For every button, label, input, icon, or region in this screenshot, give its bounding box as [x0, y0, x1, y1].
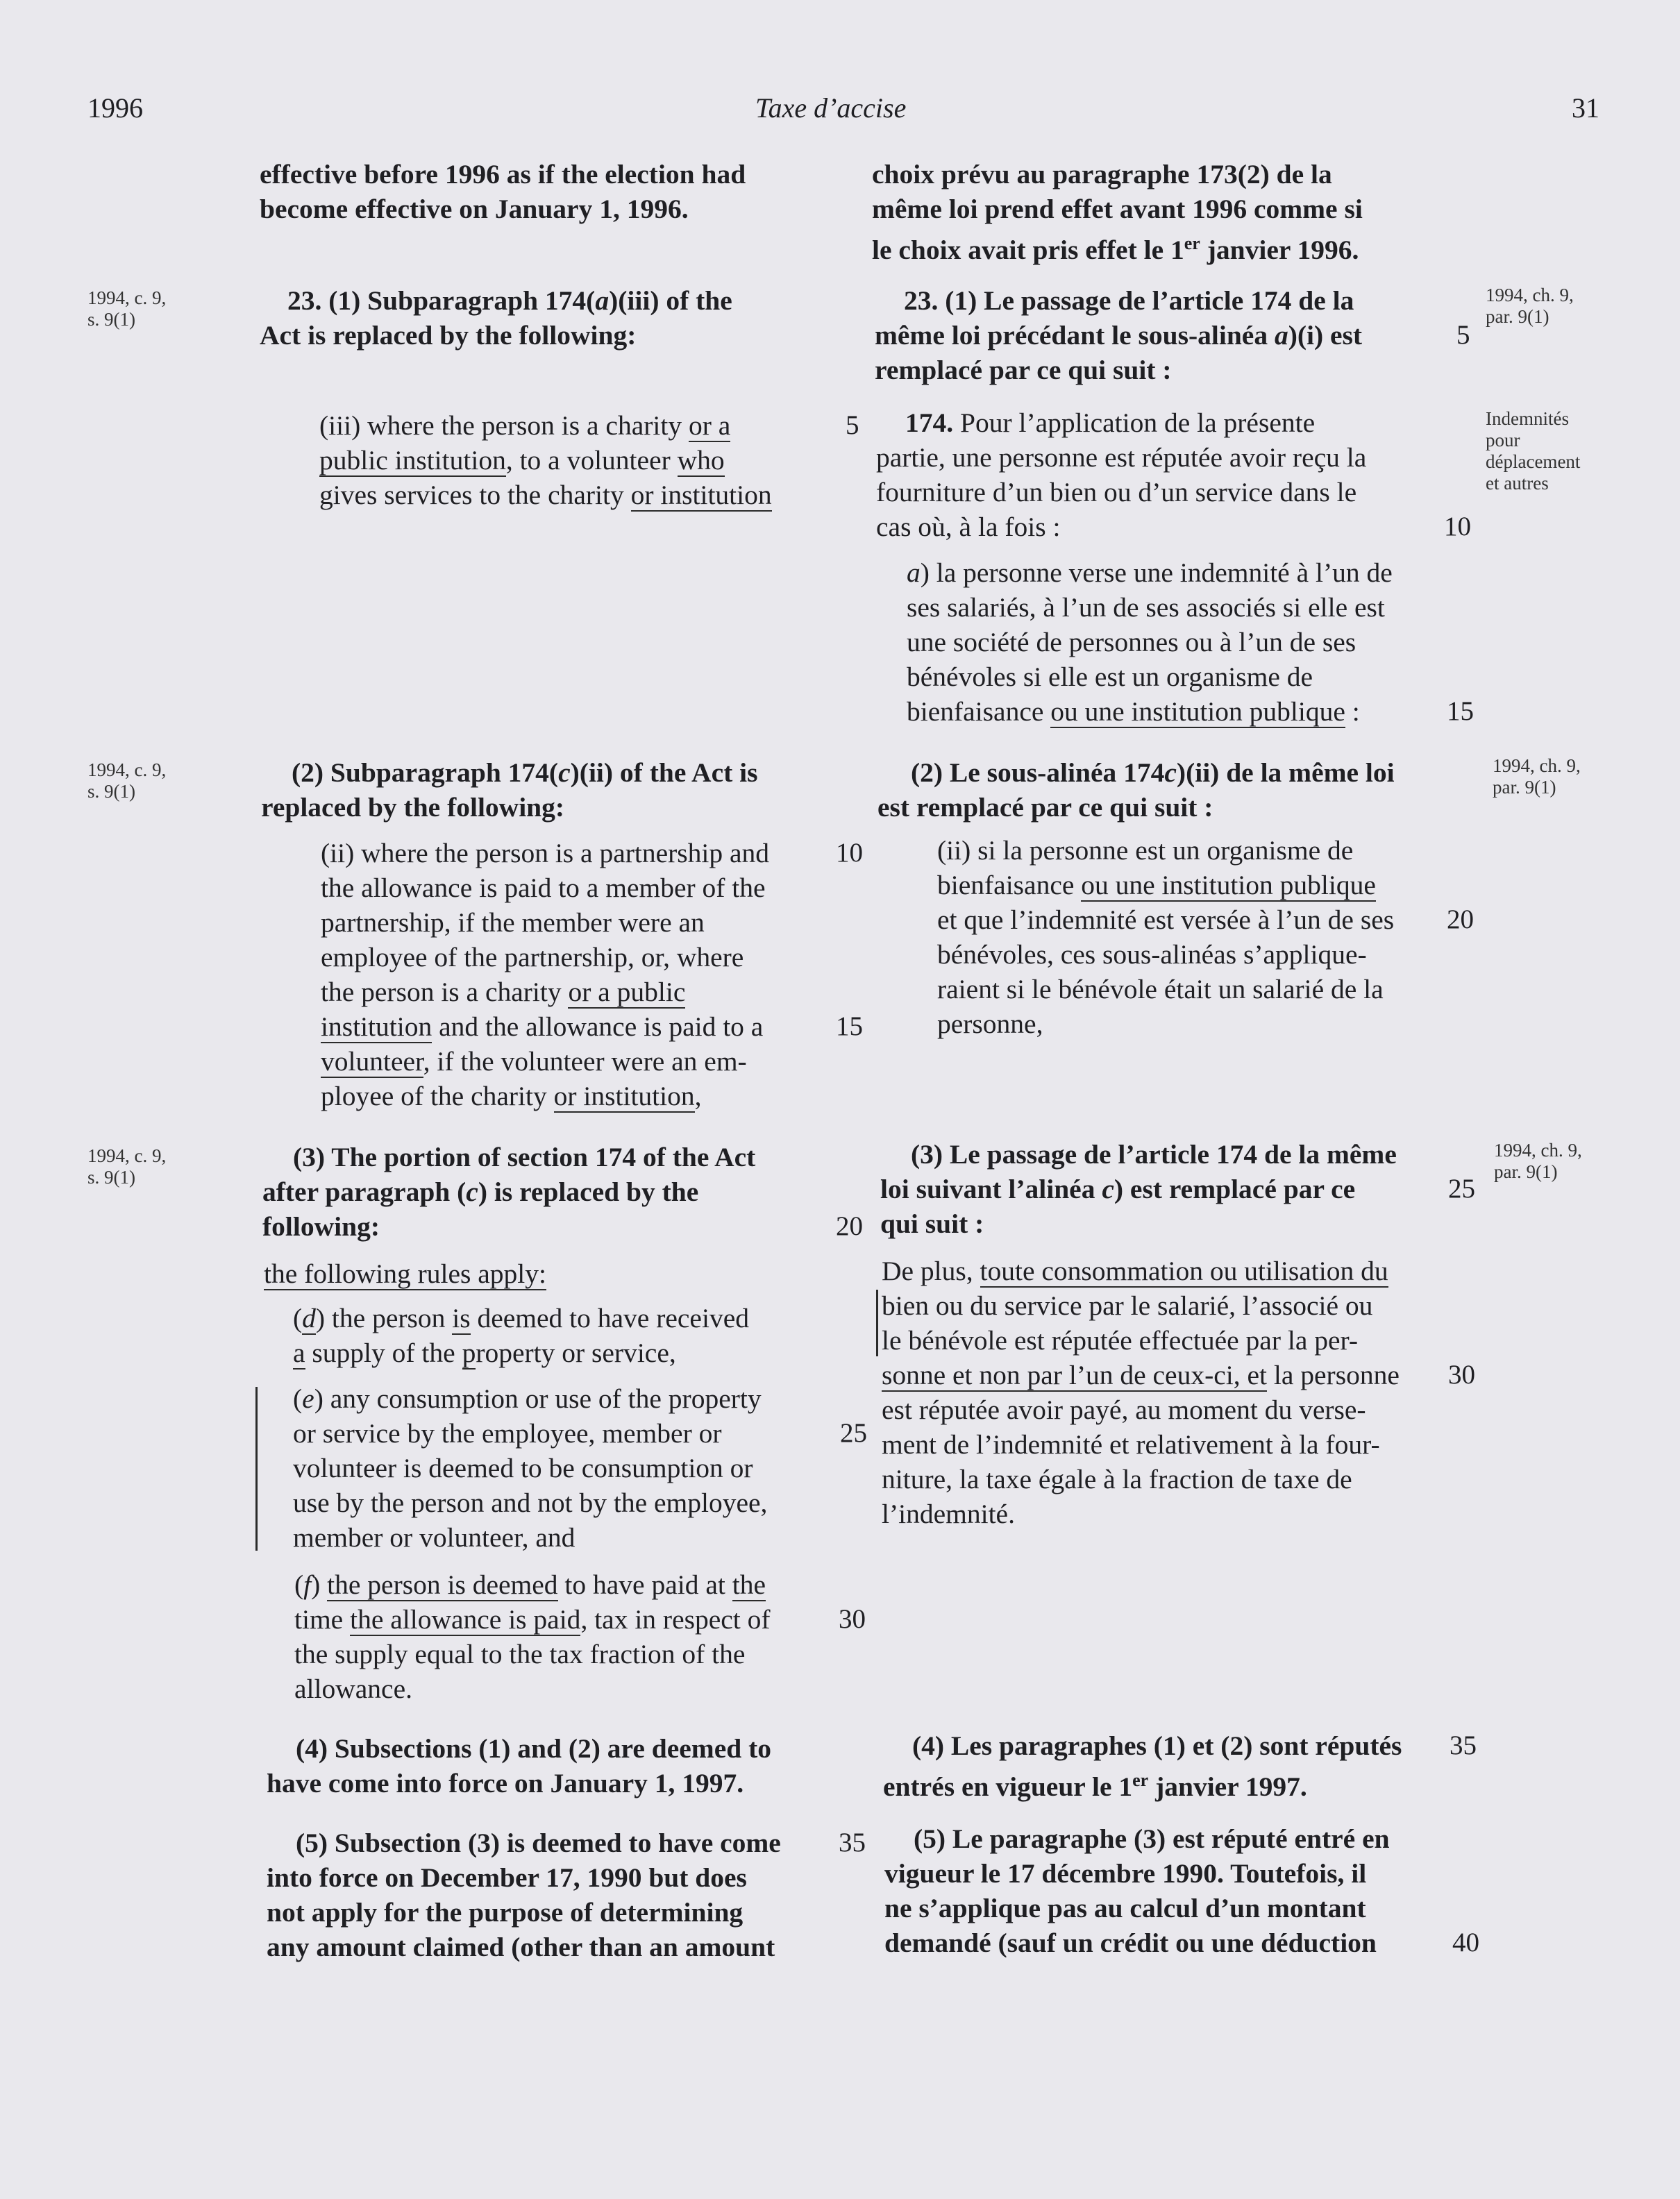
- line-number: 40: [1452, 1928, 1479, 1957]
- en-paragraph-d: [293, 1301, 834, 1370]
- fr-section-23-4: [883, 1728, 1452, 1804]
- margin-note-en-23-3: [87, 1145, 166, 1188]
- text-line: become effective on January 1, 1996.: [260, 194, 689, 224]
- margin-note-en-23-2: [87, 759, 166, 802]
- text-line: (4) Les paragraphes (1) et (2) sont réputés: [912, 1730, 1402, 1761]
- text-line: the following rules apply:: [264, 1258, 546, 1289]
- en-section-23-5: [267, 1826, 836, 1964]
- text-line: et que l’indemnité est versée à l’un de ses: [937, 904, 1395, 935]
- text-line: est remplacé par ce qui suit :: [877, 792, 1213, 823]
- text-line: into force on December 17, 1990 but does: [267, 1862, 747, 1893]
- text-line: (f) the person is deemed to have paid at the: [294, 1569, 766, 1600]
- text-line: partie, une personne est réputée avoir reçu la: [876, 442, 1367, 473]
- line-number: 20: [1447, 904, 1474, 934]
- en-subparagraph-ii: [321, 836, 834, 1113]
- margin-note-fr-23-1: [1486, 285, 1574, 328]
- text-line: 23. (1) Le passage de l’article 174 de la: [904, 285, 1354, 316]
- text-line: le bénévole est réputée effectuée par la per-: [882, 1325, 1359, 1356]
- text-line: 23. (1) Subparagraph 174(a)(iii) of the: [287, 285, 732, 316]
- margin-note-line: 1994, c. 9,: [87, 287, 167, 308]
- margin-note-line: 1994, c. 9,: [87, 759, 167, 780]
- text-line: remplacé par ce qui suit :: [875, 355, 1172, 385]
- fr-subparagraph-ii: [937, 833, 1451, 1041]
- margin-note-line: s. 9(1): [87, 1167, 135, 1188]
- text-line: le choix avait pris effet le 1er janvier 1996.: [872, 233, 1359, 266]
- text-line: est réputée avoir payé, au moment du verse-: [882, 1395, 1366, 1425]
- text-line: have come into force on January 1, 1997.: [267, 1768, 744, 1798]
- text-line: member or volunteer, and: [293, 1522, 576, 1553]
- text-line: (e) any consumption or use of the property: [293, 1383, 762, 1414]
- en-section-23-1-heading: [260, 283, 823, 353]
- text-line: following:: [262, 1211, 380, 1242]
- text-line: personne,: [937, 1009, 1043, 1039]
- text-line: effective before 1996 as if the election had: [260, 159, 746, 189]
- text-line: use by the person and not by the employee,: [293, 1488, 768, 1518]
- text-line: l’indemnité.: [882, 1499, 1015, 1529]
- text-line: bénévoles si elle est un organisme de: [907, 662, 1313, 692]
- text-line: ployee of the charity or institution,: [321, 1081, 702, 1111]
- en-section-23-2-heading: [261, 755, 830, 825]
- text-line: Act is replaced by the following:: [260, 320, 637, 351]
- text-line: (5) Le paragraphe (3) est réputé entré en: [914, 1823, 1390, 1854]
- text-line: not apply for the purpose of determining: [267, 1897, 744, 1928]
- line-number: 5: [1456, 320, 1470, 350]
- margin-note-fr-23-3: [1494, 1140, 1582, 1183]
- line-number: 20: [836, 1211, 863, 1241]
- margin-note-line: 1994, ch. 9,: [1493, 755, 1581, 776]
- text-line: after paragraph (c) is replaced by the: [262, 1177, 699, 1207]
- text-line: même loi précédant le sous-alinéa a)(i) est: [875, 320, 1363, 351]
- line-number: 10: [836, 838, 863, 868]
- text-line: qui suit :: [880, 1208, 984, 1239]
- line-number: 35: [839, 1828, 866, 1857]
- text-line: niture, la taxe égale à la fraction de taxe de: [882, 1464, 1352, 1494]
- fr-paragraph-a: [907, 555, 1448, 729]
- text-line: partnership, if the member were an: [321, 907, 705, 938]
- text-line: volunteer, if the volunteer were an em-: [321, 1046, 747, 1077]
- fr-section-23-2-heading: [877, 755, 1447, 825]
- text-line: allowance.: [294, 1674, 412, 1704]
- change-bar-left: [255, 1387, 258, 1551]
- text-line: De plus, toute consommation ou utilisation du: [882, 1256, 1388, 1286]
- text-line: raient si le bénévole était un salarié de la: [937, 974, 1384, 1004]
- change-bar-right: [876, 1290, 878, 1356]
- line-number: 15: [1447, 696, 1474, 726]
- en-subparagraph-iii: [319, 408, 828, 512]
- text-line: (3) The portion of section 174 of the Act: [293, 1142, 756, 1172]
- text-line: sonne et non par l’un de ceux-ci, et la personne: [882, 1360, 1400, 1390]
- text-line: gives services to the charity or institution: [319, 480, 772, 510]
- margin-note-line: Indemnités: [1486, 408, 1569, 429]
- text-line: demandé (sauf un crédit ou une déduction: [884, 1928, 1377, 1958]
- text-line: bénévoles, ces sous-alinéas s’applique-: [937, 939, 1367, 970]
- text-line: the person is a charity or a public: [321, 977, 686, 1007]
- margin-note-line: par. 9(1): [1494, 1161, 1558, 1182]
- text-line: (ii) si la personne est un organisme de: [937, 835, 1354, 866]
- text-line: public institution, to a volunteer who: [319, 445, 725, 475]
- en-section-23-3-heading: [262, 1140, 832, 1244]
- fr-section-23-1-heading: [875, 283, 1444, 387]
- text-line: bien ou du service par le salarié, l’associé ou: [882, 1290, 1373, 1321]
- line-number: 30: [839, 1604, 866, 1634]
- text-line: (4) Subsections (1) and (2) are deemed to: [296, 1733, 771, 1764]
- line-number: 35: [1450, 1730, 1477, 1760]
- text-line: ne s’applique pas au calcul d’un montant: [884, 1893, 1366, 1923]
- line-number: 25: [1448, 1174, 1475, 1204]
- text-line: bienfaisance ou une institution publique :: [907, 696, 1360, 727]
- line-number: 5: [846, 410, 859, 440]
- fr-section-174: [876, 405, 1445, 544]
- fr-rules-text: [882, 1254, 1451, 1531]
- header-page-number: 31: [1572, 92, 1599, 124]
- text-line: ment de l’indemnité et relativement à la four-: [882, 1429, 1380, 1460]
- text-line: replaced by the following:: [261, 792, 565, 823]
- text-line: institution and the allowance is paid to a: [321, 1011, 764, 1042]
- line-number: 30: [1448, 1360, 1475, 1390]
- text-line: entrés en vigueur le 1er janvier 1997.: [883, 1770, 1307, 1803]
- margin-note-line: 1994, ch. 9,: [1494, 1140, 1582, 1161]
- text-line: the allowance is paid to a member of the: [321, 873, 766, 903]
- text-line: (ii) where the person is a partnership and: [321, 838, 770, 868]
- text-line: time the allowance is paid, tax in respect of: [294, 1604, 771, 1635]
- text-line: a supply of the property or service,: [293, 1338, 676, 1368]
- text-line: (2) Subparagraph 174(c)(ii) of the Act is: [292, 757, 758, 788]
- en-paragraph-e: [293, 1381, 834, 1555]
- text-line: any amount claimed (other than an amount: [267, 1932, 775, 1962]
- text-line: (d) the person is deemed to have received: [293, 1303, 749, 1333]
- text-line: the supply equal to the tax fraction of the: [294, 1639, 746, 1669]
- fr-intro: [872, 157, 1441, 267]
- margin-note-line: s. 9(1): [87, 781, 135, 802]
- margin-note-line: déplacement: [1486, 451, 1581, 472]
- margin-note-line: par. 9(1): [1486, 306, 1549, 327]
- text-line: cas où, à la fois :: [876, 512, 1061, 542]
- margin-note-line: pour: [1486, 430, 1520, 450]
- en-paragraph-f: [294, 1567, 836, 1706]
- line-number: 25: [840, 1418, 867, 1448]
- margin-note-en-23-1: [87, 287, 166, 330]
- header-title: Taxe d’accise: [755, 92, 907, 124]
- en-rules-lead: [264, 1256, 546, 1291]
- margin-note-fr-23-2: [1493, 755, 1581, 798]
- fr-section-23-5: [884, 1821, 1454, 1960]
- text-line: bienfaisance ou une institution publique: [937, 870, 1376, 900]
- margin-note-line: et autres: [1486, 473, 1549, 494]
- en-intro: [260, 157, 823, 226]
- text-line: une société de personnes ou à l’un de ses: [907, 627, 1356, 657]
- line-number: 10: [1444, 512, 1471, 541]
- margin-note-line: 1994, ch. 9,: [1486, 285, 1574, 305]
- text-line: employee of the partnership, or, where: [321, 942, 744, 972]
- text-line: (iii) where the person is a charity or a: [319, 410, 731, 441]
- margin-note-fr-174: [1486, 408, 1580, 494]
- text-line: vigueur le 17 décembre 1990. Toutefois, il: [884, 1858, 1367, 1889]
- text-line: (2) Le sous-alinéa 174c)(ii) de la même loi: [911, 757, 1395, 788]
- text-line: fourniture d’un bien ou d’un service dans le: [876, 477, 1357, 507]
- text-line: ses salariés, à l’un de ses associés si elle est: [907, 592, 1385, 623]
- header-year: 1996: [87, 92, 143, 124]
- text-line: même loi prend effet avant 1996 comme si: [872, 194, 1363, 224]
- en-section-23-4: [267, 1731, 836, 1801]
- text-line: volunteer is deemed to be consumption or: [293, 1453, 753, 1483]
- margin-note-line: par. 9(1): [1493, 777, 1556, 798]
- margin-note-line: s. 9(1): [87, 309, 135, 330]
- line-number: 15: [836, 1011, 863, 1041]
- text-line: (5) Subsection (3) is deemed to have come: [296, 1828, 781, 1858]
- text-line: or service by the employee, member or: [293, 1418, 722, 1449]
- text-line: 174. Pour l’application de la présente: [905, 407, 1316, 438]
- fr-section-23-3-heading: [880, 1137, 1450, 1241]
- text-line: choix prévu au paragraphe 173(2) de la: [872, 159, 1332, 189]
- text-line: loi suivant l’alinéa c) est remplacé par ce: [880, 1174, 1356, 1204]
- margin-note-line: 1994, c. 9,: [87, 1145, 167, 1166]
- text-line: a) la personne verse une indemnité à l’un de: [907, 557, 1393, 588]
- text-line: (3) Le passage de l’article 174 de la même: [911, 1139, 1397, 1170]
